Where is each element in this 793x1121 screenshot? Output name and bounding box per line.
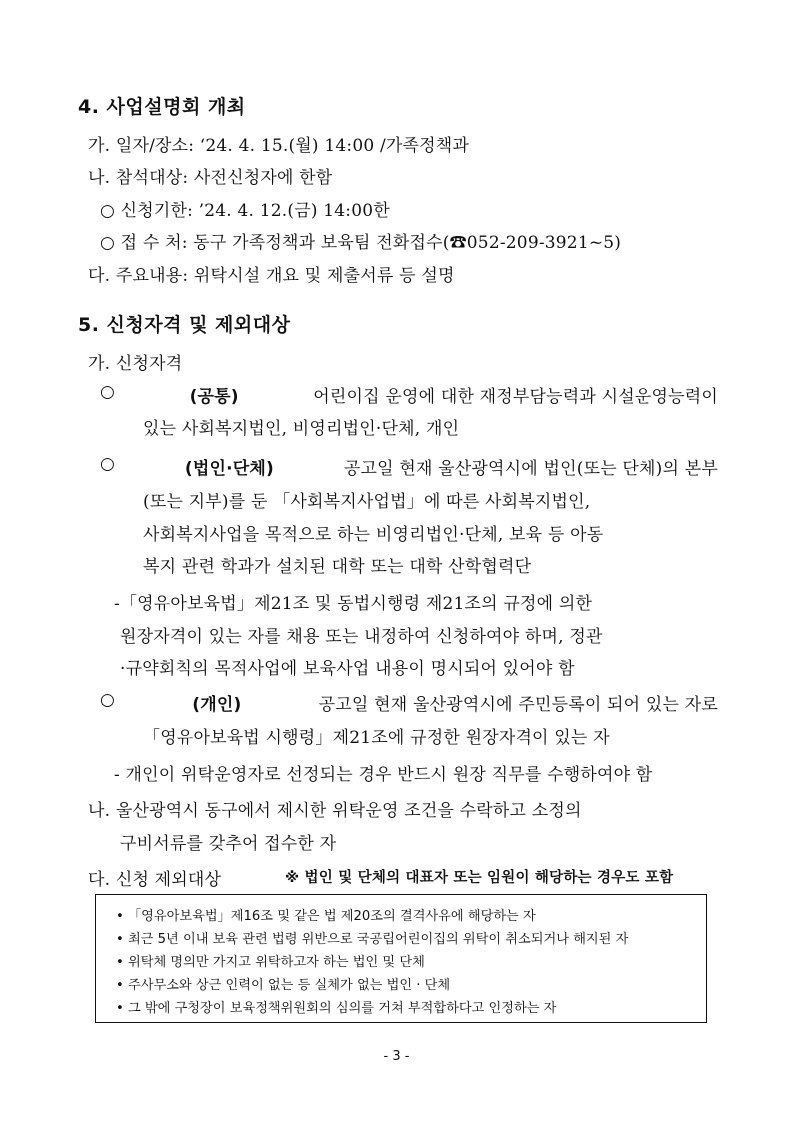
personal-text: 공고일 현재 울산광역시에 주민등록이 되어 있는 자로 — [318, 695, 718, 715]
common-qualification-line1 — [100, 382, 718, 407]
section-4-da: 다. 주요내용: 위탁시설 개요 및 제출서류 등 설명 — [88, 266, 455, 286]
section-4-ga: 가. 일자/장소: ‘24. 4. 15.(월) 14:00 /가족정책과 — [88, 136, 470, 156]
section-5-na-line1: 나. 울산광역시 동구에서 제시한 위탁운영 조건을 수락하고 소정의 — [88, 801, 582, 821]
corp-note-line2: 원장자격이 있는 자를 채용 또는 내정하여 신청하여야 하며, 정관 — [120, 627, 603, 647]
section-4-deadline: ○ 신청기한: ’24. 4. 12.(금) 14:00한 — [100, 201, 390, 221]
personal-bullet: ○ — [100, 690, 116, 710]
corp-qualification-line4: 복지 관련 학과가 설치된 대학 또는 대학 산학협력단 — [143, 557, 532, 577]
corp-bullet: ○ — [100, 454, 116, 474]
common-bullet: ○ — [100, 382, 116, 402]
exclusion-notice: ※ 법인 및 단체의 대표자 또는 임원이 해당하는 경우도 포함 — [285, 870, 674, 886]
exclusion-item: • 위탁체 명의만 가지고 위탁하고자 하는 법인 및 단체 — [116, 955, 425, 970]
corp-note-line1: -「영유아보육법」제21조 및 동법시행령 제21조의 규정에 의한 — [114, 594, 593, 614]
page-number: - 3 - — [383, 1049, 410, 1064]
exclusion-list-box — [95, 894, 707, 1023]
section-5-da: 다. 신청 제외대상 — [88, 870, 222, 890]
section-5-ga: 가. 신청자격 — [88, 354, 183, 374]
common-qualification-line2: 있는 사회복지법인, 비영리법인·단체, 개인 — [143, 419, 460, 439]
personal-qualification-line2: 「영유아보육법 시행령」제21조에 규정한 원장자격이 있는 자 — [143, 728, 610, 748]
section-4-heading: 4. 사업설명회 개최 — [78, 96, 246, 118]
personal-note: - 개인이 위탁운영자로 선정되는 경우 반드시 원장 직무를 수행하여야 함 — [114, 765, 653, 785]
section-4-na: 나. 참석대상: 사전신청자에 한함 — [88, 168, 333, 188]
section-5-heading: 5. 신청자격 및 제외대상 — [78, 314, 291, 336]
corp-qualification-line1 — [100, 454, 718, 479]
corp-tag: (법인·단체) — [184, 459, 274, 479]
common-tag: (공통) — [189, 387, 239, 407]
personal-tag: (개인) — [192, 695, 242, 715]
section-5-na-line2: 구비서류를 갖추어 접수한 자 — [120, 834, 337, 854]
common-text: 어린이집 운영에 대한 재정부담능력과 시설운영능력이 — [313, 387, 718, 407]
section-4-reception: ○ 접 수 처: 동구 가족정책과 보육팀 전화접수(☎052-209-3921~5) — [100, 233, 622, 253]
corp-note-line3: ·규약회칙의 목적사업에 보육사업 내용이 명시되어 있어야 함 — [120, 659, 575, 679]
personal-qualification-line1 — [100, 690, 718, 715]
exclusion-item: • 그 밖에 구청장이 보육정책위원회의 심의를 거쳐 부적합하다고 인정하는 자 — [116, 1001, 557, 1016]
corp-qualification-line2: (또는 지부)를 둔 「사회복지사업법」에 따른 사회복지법인, — [143, 492, 591, 512]
corp-qualification-line3: 사회복지사업을 목적으로 하는 비영리법인·단체, 보육 등 아동 — [143, 525, 604, 545]
corp-text: 공고일 현재 울산광역시에 법인(또는 단체)의 본부 — [343, 459, 718, 479]
exclusion-item: • 주사무소와 상근 인력이 없는 등 실체가 없는 법인 · 단체 — [116, 978, 451, 993]
exclusion-item: • 최근 5년 이내 보육 관련 법령 위반으로 국공립어린이집의 위탁이 취소되거나 해지된 자 — [116, 932, 629, 947]
exclusion-item: • 「영유아보육법」제16조 및 같은 법 제20조의 결격사유에 해당하는 자 — [116, 909, 536, 924]
